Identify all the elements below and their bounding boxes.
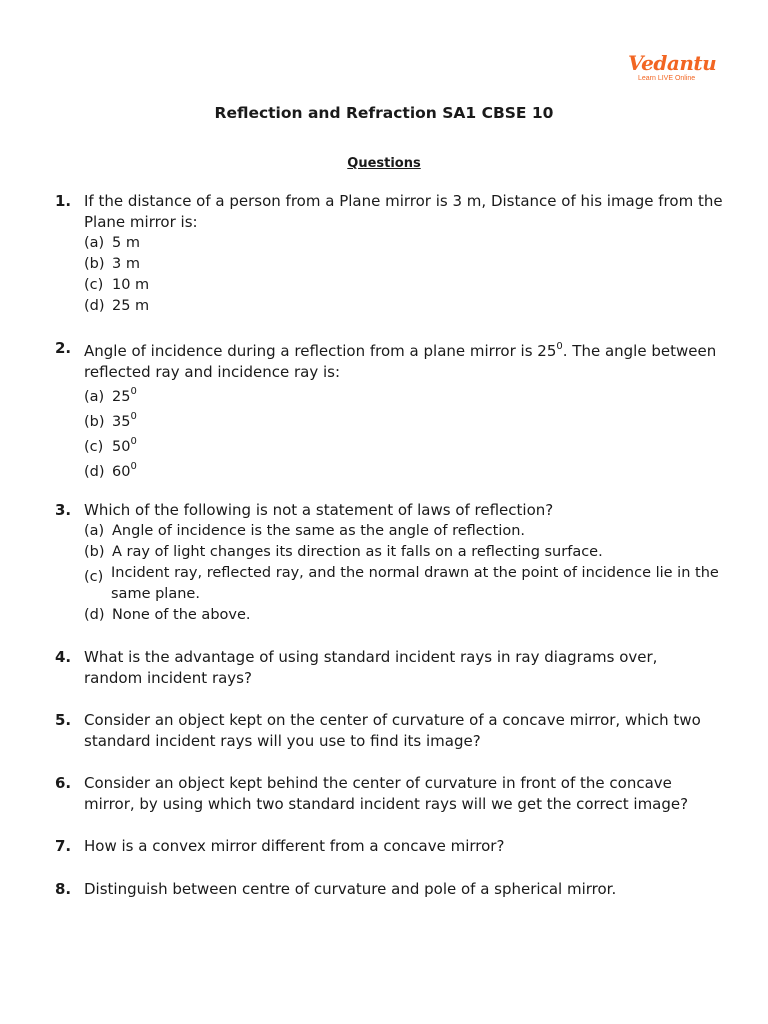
question-text: Distinguish between centre of curvature and pole of a spherical mirror. bbox=[84, 880, 617, 898]
question-number: 6. bbox=[55, 774, 72, 792]
option-c: (c) $50^0$ bbox=[84, 436, 137, 455]
question-text: Which of the following is not a statement of laws of reflection? bbox=[84, 501, 554, 519]
question-text: What is the advantage of using standard incident rays in ray diagrams over, random incident rays? bbox=[84, 648, 658, 687]
question-text: Angle of incidence during a reflection from a plane mirror is $25^0$. The angle between reflected ray and incidence ray is: bbox=[84, 341, 717, 381]
page-title: Reflection and Refraction SA1 CBSE 10 bbox=[214, 104, 554, 122]
logo-wordmark: Vedantu bbox=[628, 51, 717, 75]
option-list bbox=[84, 521, 724, 626]
option-b: (b) 3 m bbox=[84, 256, 140, 272]
option-a: (a) 5 m bbox=[84, 235, 140, 251]
question-text: Consider an object kept behind the center of curvature in front of the concave mirror, by using which two standard incident rays will we get the correct image? bbox=[84, 774, 689, 813]
option-b: (b) $35^0$ bbox=[84, 411, 137, 430]
logo-tagline: Learn LIVE Online bbox=[638, 75, 696, 82]
option-d: (d) None of the above. bbox=[84, 607, 251, 623]
question-text: How is a convex mirror different from a concave mirror? bbox=[84, 837, 505, 855]
vedantu-logo bbox=[628, 51, 717, 83]
option-d: (d) 25 m bbox=[84, 298, 150, 314]
option-b: (b) A ray of light changes its direction as it falls on a reflecting surface. bbox=[84, 544, 603, 560]
option-list bbox=[84, 385, 724, 485]
option-list bbox=[84, 233, 724, 317]
question-number: 5. bbox=[55, 711, 72, 729]
option-c: (c) Incident ray, reflected ray, and the normal drawn at the point of incidence lie in the same plane. bbox=[84, 565, 719, 602]
question-number: 2. bbox=[55, 339, 72, 357]
question-number: 4. bbox=[55, 648, 72, 666]
option-a: (a) Angle of incidence is the same as the angle of reflection. bbox=[84, 523, 526, 539]
question-text: If the distance of a person from a Plane mirror is 3 m, Distance of his image from the Plane mirror is: bbox=[84, 192, 723, 231]
question-number: 3. bbox=[55, 501, 72, 519]
question-number: 7. bbox=[55, 837, 72, 855]
question-number: 8. bbox=[55, 880, 72, 898]
option-d: (d) $60^0$ bbox=[84, 461, 137, 480]
option-a: (a) $25^0$ bbox=[84, 386, 137, 405]
option-c: (c) 10 m bbox=[84, 277, 150, 293]
question-number: 1. bbox=[55, 192, 72, 210]
section-heading: Questions bbox=[347, 156, 421, 171]
question-text: Consider an object kept on the center of curvature of a concave mirror, which two standard incident rays will you use to find its image? bbox=[84, 711, 701, 750]
